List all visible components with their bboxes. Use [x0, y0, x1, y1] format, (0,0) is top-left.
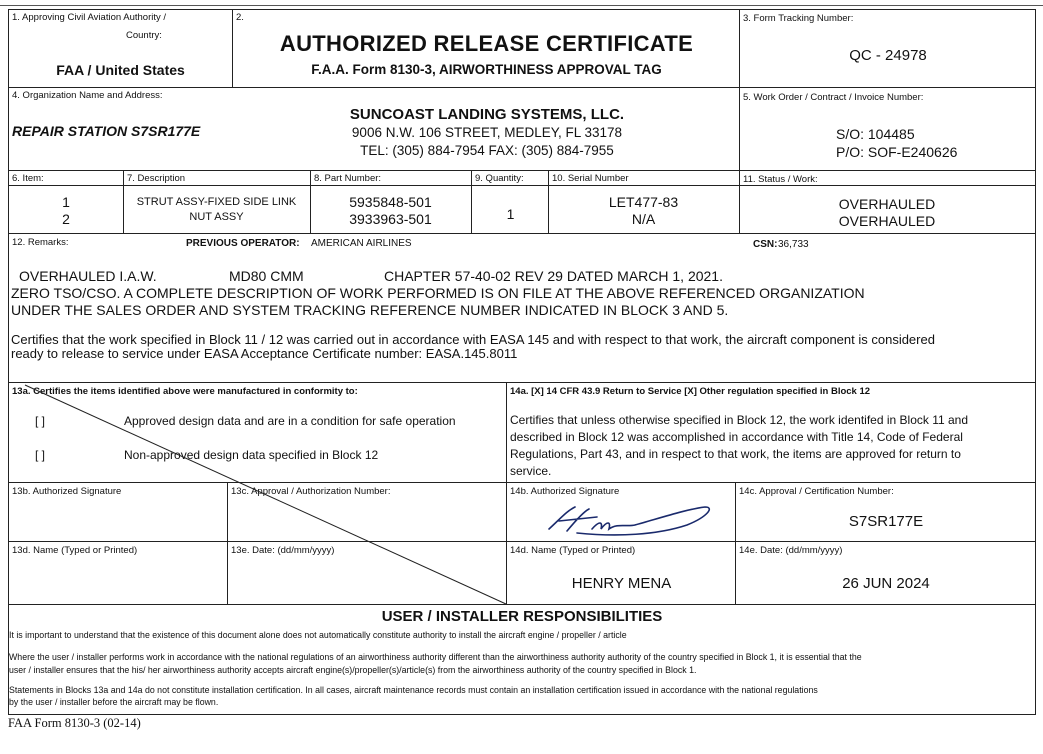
approving-authority: FAA / United States — [56, 62, 185, 78]
remarks-line-1b: MD80 CMM — [229, 268, 304, 284]
repair-station: REPAIR STATION S7SR177E — [12, 123, 201, 139]
status-header: 11. Status / Work: — [743, 174, 818, 185]
block-3-label: 3. Form Tracking Number: — [743, 13, 854, 24]
signature-date: 26 JUN 2024 — [842, 575, 930, 592]
remarks-line-1a: OVERHAULED I.A.W. — [19, 268, 157, 284]
remarks-line-2: ZERO TSO/CSO. A COMPLETE DESCRIPTION OF WORK PERFORMED IS ON FILE AT THE ABOVE REFERENCED ORGANIZATION — [11, 285, 865, 301]
part-number-header: 8. Part Number: — [314, 173, 382, 184]
item-1-part-number: 5935848-501 — [349, 194, 432, 210]
block-1-label-country: Country: — [126, 30, 162, 41]
block-14a-line-4: service. — [510, 464, 552, 478]
block-14d-label: 14d. Name (Typed or Printed) — [510, 545, 636, 556]
block-4-label: 4. Organization Name and Address: — [12, 90, 163, 101]
sales-order: S/O: 104485 — [836, 126, 915, 142]
csn-label: CSN: — [753, 239, 778, 250]
block-14a-label: 14a. [X] 14 CFR 43.9 Return to Service [X] Other regulation specified in Block 12 — [510, 386, 871, 397]
block-13a-option-2: Non-approved design data specified in Block 12 — [124, 448, 379, 462]
item-2-description: NUT ASSY — [189, 211, 244, 223]
block-13c-label: 13c. Approval / Authorization Number: — [231, 486, 391, 497]
organization-phone: TEL: (305) 884-7954 FAX: (305) 884-7955 — [360, 143, 614, 158]
block-14a-line-2: described in Block 12 was accomplished in accordance with Title 14, Code of Federal — [510, 430, 963, 444]
certificate-title: AUTHORIZED RELEASE CERTIFICATE — [279, 31, 694, 56]
form-footer: FAA Form 8130-3 (02-14) — [8, 716, 141, 730]
responsibilities-paragraph-1: It is important to understand that the existence of this document alone does not automatically constitute authority to install the aircraft engine / propeller / article — [9, 630, 627, 640]
item-2-part-number: 3933963-501 — [349, 211, 432, 227]
form-tracking-number: QC - 24978 — [849, 47, 927, 64]
previous-operator-value: AMERICAN AIRLINES — [311, 238, 412, 249]
easa-statement-line-1: Certifies that the work specified in Block 11 / 12 was carried out in accordance with EASA 145 and with respect to that work, the aircraft component is considered — [11, 332, 935, 347]
responsibilities-paragraph-2a: Where the user / installer performs work in accordance with the national regulations of an airworthiness authority different than the airworthiness authority authority of the country specified in Block 1, it is essential that the — [9, 652, 862, 662]
block-14e-label: 14e. Date: (dd/mm/yyyy) — [739, 545, 843, 556]
csn-value: 36,733 — [778, 239, 809, 250]
remarks-label: 12. Remarks: — [12, 237, 69, 248]
certificate-form — [8, 9, 1036, 715]
quantity-value: 1 — [506, 206, 515, 222]
certification-number: S7SR177E — [848, 513, 924, 530]
block-13d-label: 13d. Name (Typed or Printed) — [12, 545, 138, 556]
block-14b-label: 14b. Authorized Signature — [510, 486, 620, 497]
item-1-serial-number: LET477-83 — [608, 194, 679, 210]
item-1-status: OVERHAULED — [838, 196, 936, 212]
organization-address: 9006 N.W. 106 STREET, MEDLEY, FL 33178 — [351, 125, 623, 140]
item-2-serial-number: N/A — [631, 211, 656, 227]
block-13a-option-1: Approved design data and are in a condition for safe operation — [124, 414, 456, 428]
item-header: 6. Item: — [12, 173, 44, 184]
block-13a-checkbox-2: [ ] — [35, 448, 46, 462]
serial-number-header: 10. Serial Number — [552, 173, 629, 184]
responsibilities-paragraph-3a: Statements in Blocks 13a and 14a do not constitute installation certification. In all cases, aircraft maintenance records must contain an installation certification issued in accordance with the national regulations — [9, 685, 818, 695]
remarks-line-1c: CHAPTER 57-40-02 REV 29 DATED MARCH 1, 2021. — [384, 268, 723, 284]
top-rule — [0, 5, 1043, 6]
block-5-label: 5. Work Order / Contract / Invoice Number: — [743, 92, 924, 103]
organization-name: SUNCOAST LANDING SYSTEMS, LLC. — [349, 106, 625, 123]
block-14c-label: 14c. Approval / Certification Number: — [739, 486, 894, 497]
block-1-label: 1. Approving Civil Aviation Authority / — [12, 12, 167, 23]
responsibilities-title: USER / INSTALLER RESPONSIBILITIES — [381, 608, 663, 625]
user-installer-responsibilities — [9, 604, 1035, 714]
item-1-description: STRUT ASSY-FIXED SIDE LINK — [136, 196, 297, 208]
block-14a-line-1: Certifies that unless otherwise specified in Block 12, the work identifed in Block 11 and — [510, 413, 969, 427]
previous-operator-label: PREVIOUS OPERATOR: — [186, 238, 300, 249]
description-header: 7. Description — [127, 173, 186, 184]
easa-statement-line-2: ready to release to service under EASA Acceptance Certificate number: EASA.145.8011 — [11, 346, 518, 361]
remarks-line-3: UNDER THE SALES ORDER AND SYSTEM TRACKING REFERENCE NUMBER INDICATED IN BLOCK 3 AND 5. — [11, 302, 729, 318]
block-13e-label: 13e. Date: (dd/mm/yyyy) — [231, 545, 335, 556]
responsibilities-paragraph-3b: by the user / installer before the aircraft may be flown. — [9, 697, 219, 707]
item-1-number: 1 — [62, 194, 70, 210]
purchase-order: P/O: SOF-E240626 — [836, 144, 958, 160]
item-2-number: 2 — [62, 211, 70, 227]
responsibilities-paragraph-2b: user / installer ensures that the his/ her airworthiness authority accepts aircraft engine(s)/propeller(s)/article(s) from the airworthiness authority of the country specified in Block 1. — [9, 665, 697, 675]
quantity-header: 9. Quantity: — [475, 173, 524, 184]
block-13a-label: 13a. Certifies the items identified above were manufactured in conformity to: — [12, 386, 358, 397]
block-14a-line-3: Regulations, Part 43, and in respect to that work, the items are approved for return to — [510, 447, 961, 461]
block-13a-checkbox-1: [ ] — [35, 414, 46, 428]
item-2-status: OVERHAULED — [838, 213, 936, 229]
block-13b-label: 13b. Authorized Signature — [12, 486, 122, 497]
signer-name: HENRY MENA — [571, 575, 672, 592]
certificate-subtitle: F.A.A. Form 8130-3, AIRWORTHINESS APPROVAL TAG — [311, 62, 662, 77]
block-2-label: 2. — [236, 12, 244, 23]
